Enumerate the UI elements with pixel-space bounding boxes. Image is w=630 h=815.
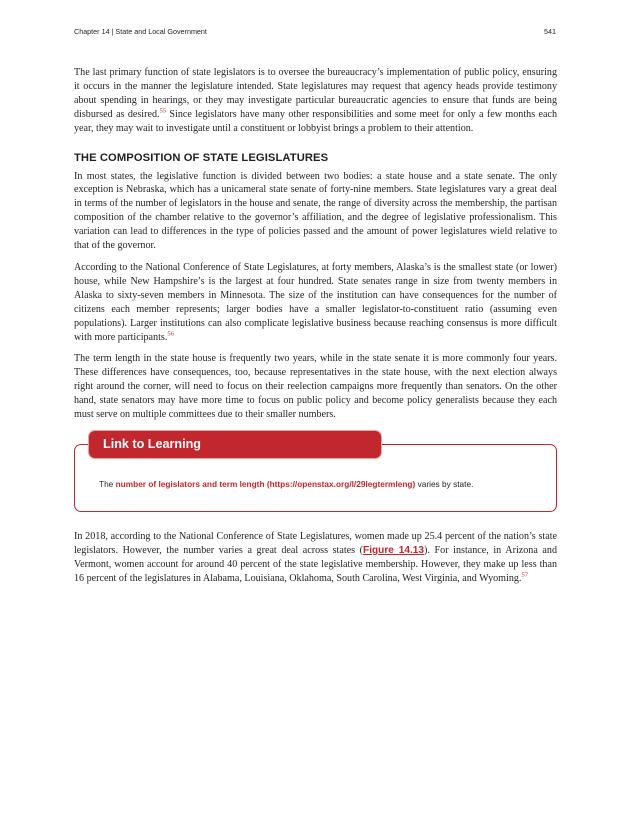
link-to-learning-title: Link to Learning (89, 431, 381, 458)
footnote-55[interactable]: 55 (159, 107, 167, 115)
paragraph-size: According to the National Conference of State Legislatures, at forty members, Alaska’s is the smallest state (or lower) house, while New Hampshire’s is the largest at four hundred. State senates range in size from twenty members in Alaska to sixty-seven members in Minnesota. The size of the institution can have consequences for the number of citizens each member represents; larger bodies have a smaller legislator-to-constituent ratio (assuming even populations). Larger institutions can also complicate legislative business because reaching consensus is more difficult with more participants.$^{56}$ (74, 261, 557, 343)
link-to-learning-text: The number of legislators and term length (https://openstax.org/l/29legtermleng) varies by state. (99, 478, 474, 489)
footnote-56[interactable]: 56 (167, 330, 174, 338)
main-content (74, 66, 557, 594)
chapter-title: Chapter 14 | State and Local Government (74, 27, 207, 36)
page-number: 541 (544, 27, 556, 36)
paragraph-women: In 2018, according to the National Conference of State Legislatures, women made up 25.4 percent of the nation’s state legislators. However, the number varies a great deal across states (Figure 14.13). For instance, in Arizona and Vermont, women account for around 40 percent of the state legislative membership. However, they make up less than 16 percent of the legislatures in Alabama, Louisiana, Oklahoma, South Carolina, West Virginia, and Wyoming.$^{57}$ (74, 530, 557, 584)
paragraph-oversight: The last primary function of state legislators is to oversee the bureaucracy’s implementation of public policy, ensuring it occurs in the manner the legislature intended. State legislatures may request that agency heads provide testimony about spending in hearings, or they may investigate particular bureaucratic agencies to ensure that funds are being disbursed as desired.$^{55}$ Since legislators have many other responsibilities and some meet for only a few months each year, they may wait to investigate until a constituent or lobbyist brings a problem to their attention. (74, 67, 557, 134)
running-header (74, 27, 556, 36)
figure-ref-link[interactable]: Figure 14.13 (363, 544, 425, 556)
legislators-term-length-link[interactable]: number of legislators and term length (https://openstax.org/l/29legtermleng) (115, 478, 416, 489)
paragraph-bodies: In most states, the legislative function is divided between two bodies: a state house and a state senate. The only exception is Nebraska, which has a unicameral state senate of forty-nine members. State legislatures vary a great deal in terms of the number of legislators in the house and senate, the range of diversity across the membership, the partisan composition of the chamber relative to the governor’s affiliation, and the degree of legislative professionalism. This variation can lead to differences in the type of policies passed and the amount of power legislatures wield relative to that of the governor. (74, 170, 557, 252)
footnote-57[interactable]: 57 (521, 571, 528, 579)
paragraph-term-length: The term length in the state house is frequently two years, while in the state senate it is more commonly four years. These differences have consequences, too, because representatives in the state house, with the next election always right around the corner, will need to focus on their reelection campaigns more frequently than senators. On the other hand, state senators may have more time to focus on public policy and become policy generalists because they each must serve on multiple committees due to their smaller numbers. (74, 353, 557, 421)
link-to-learning-box (74, 437, 557, 512)
section-heading: THE COMPOSITION OF STATE LEGISLATURES (74, 151, 329, 164)
